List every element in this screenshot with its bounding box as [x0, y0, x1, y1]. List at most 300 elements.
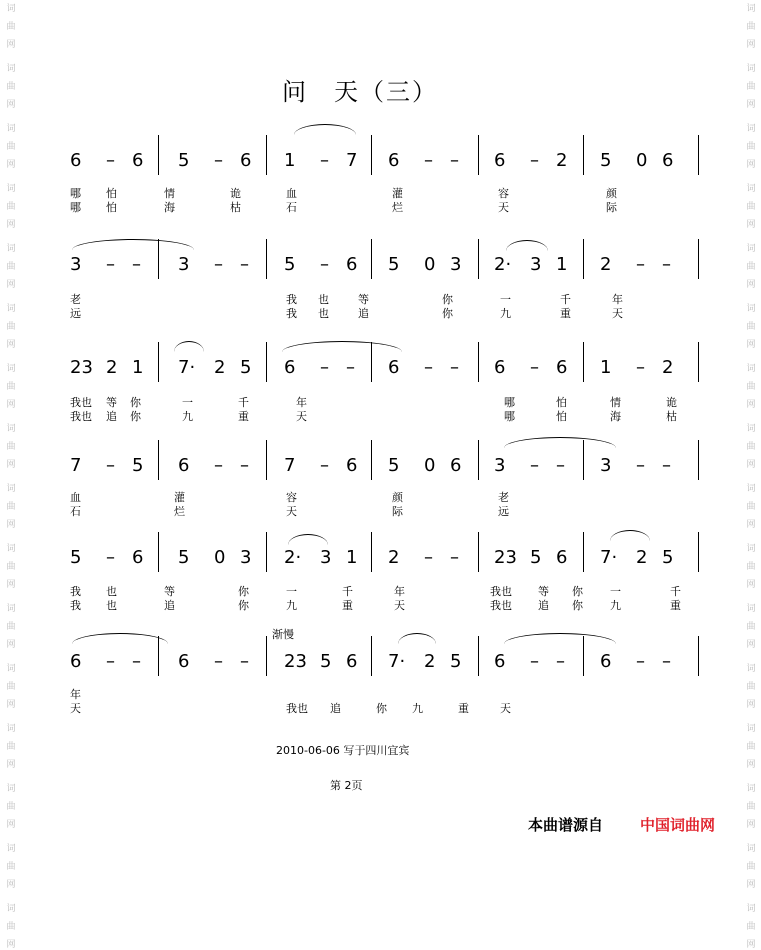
note: 2·: [494, 254, 512, 275]
watermark-glyph: 曲: [746, 142, 756, 152]
lyric-syllable: 九: [182, 410, 193, 423]
barline: [698, 135, 699, 175]
score-title: 问 天（三）: [282, 78, 438, 106]
lyric-syllable: 重: [342, 599, 353, 612]
watermark-glyph: 词: [746, 904, 756, 914]
lyric-syllable: 哪: [70, 187, 81, 200]
watermark-glyph: 词: [746, 844, 756, 854]
watermark-glyph: 网: [746, 400, 756, 410]
note: –: [636, 455, 645, 476]
lyric-syllable: 情: [610, 396, 621, 409]
lyric-syllable: 灌: [392, 187, 403, 200]
note: 5: [132, 455, 144, 476]
watermark-glyph: 曲: [746, 622, 756, 632]
note: 1: [556, 254, 568, 275]
lyric-syllable: 一: [286, 585, 297, 598]
lyric-syllable: 追: [538, 599, 549, 612]
lyric-syllable: 烂: [392, 201, 403, 214]
lyric-syllable: 追: [330, 702, 341, 715]
lyric-syllable: 你: [376, 702, 387, 715]
note: –: [662, 455, 671, 476]
watermark-left: [4, 0, 18, 950]
watermark-glyph: 曲: [6, 382, 16, 392]
watermark-glyph: 曲: [746, 202, 756, 212]
note: 1: [284, 150, 296, 171]
lyric-syllable: 等: [106, 396, 117, 409]
lyric-syllable: 血: [286, 187, 297, 200]
watermark-glyph: 曲: [6, 82, 16, 92]
slur-mark: [288, 534, 328, 545]
barline: [478, 636, 479, 676]
watermark-glyph: 词: [6, 184, 16, 194]
lyric-syllable: 天: [500, 702, 511, 715]
slur-mark: [72, 239, 194, 250]
slur-mark: [174, 341, 204, 352]
watermark-glyph: 网: [6, 160, 16, 170]
note: 5: [530, 547, 542, 568]
note: 3: [70, 254, 82, 275]
note: 2: [662, 357, 674, 378]
note: –: [320, 357, 329, 378]
note: 5: [450, 651, 462, 672]
barline: [478, 239, 479, 279]
lyric-syllable: 九: [610, 599, 621, 612]
watermark-glyph: 网: [746, 220, 756, 230]
note: 6: [450, 455, 462, 476]
watermark-glyph: 词: [746, 604, 756, 614]
watermark-glyph: 词: [6, 844, 16, 854]
note: –: [636, 254, 645, 275]
barline: [478, 532, 479, 572]
note: 23: [284, 651, 307, 672]
note: 5: [662, 547, 674, 568]
lyric-syllable: 千: [560, 293, 571, 306]
watermark-glyph: 曲: [746, 682, 756, 692]
note: –: [132, 254, 141, 275]
watermark-glyph: 网: [6, 640, 16, 650]
note: –: [530, 150, 539, 171]
note: 5: [70, 547, 82, 568]
barline: [698, 636, 699, 676]
watermark-glyph: 曲: [746, 922, 756, 932]
barline: [371, 440, 372, 480]
note: 2: [388, 547, 400, 568]
watermark-glyph: 曲: [746, 862, 756, 872]
note: –: [106, 651, 115, 672]
watermark-glyph: 词: [6, 124, 16, 134]
barline: [158, 135, 159, 175]
lyric-syllable: 年: [394, 585, 405, 598]
note: 0: [636, 150, 648, 171]
watermark-glyph: 网: [746, 460, 756, 470]
watermark-glyph: 网: [6, 100, 16, 110]
slur-mark: [294, 124, 356, 135]
note: 2: [600, 254, 612, 275]
watermark-glyph: 曲: [6, 562, 16, 572]
watermark-glyph: 曲: [746, 262, 756, 272]
note: –: [214, 651, 223, 672]
lyric-syllable: 我也: [70, 410, 92, 423]
barline: [698, 239, 699, 279]
note: 6: [178, 651, 190, 672]
note: 6: [662, 150, 674, 171]
note: –: [662, 651, 671, 672]
watermark-glyph: 网: [746, 640, 756, 650]
watermark-glyph: 词: [6, 424, 16, 434]
lyric-syllable: 哪: [504, 396, 515, 409]
barline: [266, 239, 267, 279]
lyric-syllable: 一: [500, 293, 511, 306]
lyric-syllable: 我: [286, 307, 297, 320]
watermark-glyph: 曲: [6, 322, 16, 332]
note: 6: [132, 547, 144, 568]
barline: [371, 532, 372, 572]
barline: [266, 440, 267, 480]
lyric-syllable: 颜: [606, 187, 617, 200]
note: 0: [424, 455, 436, 476]
watermark-glyph: 网: [6, 520, 16, 530]
note: 6: [346, 254, 358, 275]
watermark-glyph: 词: [746, 784, 756, 794]
watermark-glyph: 曲: [6, 142, 16, 152]
lyric-syllable: 天: [70, 702, 81, 715]
watermark-glyph: 曲: [746, 562, 756, 572]
lyric-syllable: 哪: [70, 201, 81, 214]
lyric-syllable: 等: [538, 585, 549, 598]
watermark-glyph: 曲: [746, 802, 756, 812]
note: 6: [556, 357, 568, 378]
note: 6: [556, 547, 568, 568]
watermark-glyph: 词: [6, 724, 16, 734]
lyric-syllable: 哪: [504, 410, 515, 423]
note: 5: [600, 150, 612, 171]
watermark-glyph: 词: [746, 424, 756, 434]
slur-mark: [610, 530, 650, 541]
lyric-syllable: 等: [358, 293, 369, 306]
lyric-syllable: 血: [70, 491, 81, 504]
note: –: [662, 254, 671, 275]
lyric-syllable: 一: [610, 585, 621, 598]
watermark-glyph: 词: [6, 244, 16, 254]
note: 6: [494, 357, 506, 378]
watermark-glyph: 曲: [746, 82, 756, 92]
lyric-syllable: 重: [458, 702, 469, 715]
note: –: [106, 254, 115, 275]
watermark-glyph: 网: [6, 280, 16, 290]
lyric-syllable: 你: [442, 307, 453, 320]
note: 6: [388, 357, 400, 378]
lyric-syllable: 远: [498, 505, 509, 518]
note: –: [240, 455, 249, 476]
lyric-syllable: 重: [560, 307, 571, 320]
footer-date: 2010-06-06 写于四川宜宾: [276, 744, 410, 757]
lyric-syllable: 颜: [392, 491, 403, 504]
watermark-glyph: 曲: [6, 202, 16, 212]
note: 23: [70, 357, 93, 378]
lyric-syllable: 际: [606, 201, 617, 214]
note: 1: [346, 547, 358, 568]
lyric-syllable: 年: [612, 293, 623, 306]
watermark-glyph: 网: [6, 580, 16, 590]
lyric-syllable: 天: [612, 307, 623, 320]
watermark-glyph: 曲: [6, 862, 16, 872]
watermark-glyph: 词: [746, 484, 756, 494]
watermark-glyph: 网: [746, 160, 756, 170]
lyric-syllable: 千: [238, 396, 249, 409]
tempo-mark: 渐慢: [272, 628, 294, 641]
watermark-glyph: 词: [6, 604, 16, 614]
watermark-glyph: 网: [746, 580, 756, 590]
note: –: [530, 357, 539, 378]
note: 6: [70, 150, 82, 171]
lyric-syllable: 也: [106, 599, 117, 612]
watermark-glyph: 词: [6, 4, 16, 14]
watermark-glyph: 网: [746, 940, 756, 950]
watermark-glyph: 曲: [6, 742, 16, 752]
lyric-syllable: 我: [286, 293, 297, 306]
watermark-glyph: 网: [6, 460, 16, 470]
watermark-glyph: 词: [746, 724, 756, 734]
watermark-glyph: 网: [6, 400, 16, 410]
lyric-syllable: 也: [318, 293, 329, 306]
note: 5: [388, 254, 400, 275]
lyric-syllable: 石: [286, 201, 297, 214]
lyric-syllable: 我: [70, 599, 81, 612]
note: –: [556, 651, 565, 672]
note: –: [214, 150, 223, 171]
note: –: [424, 150, 433, 171]
note: 1: [132, 357, 144, 378]
note: 23: [494, 547, 517, 568]
lyric-syllable: 天: [296, 410, 307, 423]
watermark-glyph: 词: [746, 244, 756, 254]
lyric-syllable: 九: [286, 599, 297, 612]
lyric-syllable: 年: [296, 396, 307, 409]
watermark-glyph: 网: [6, 340, 16, 350]
watermark-glyph: 词: [746, 4, 756, 14]
lyric-syllable: 怕: [556, 396, 567, 409]
note: 2: [424, 651, 436, 672]
lyric-syllable: 等: [164, 585, 175, 598]
watermark-glyph: 词: [746, 124, 756, 134]
page-number: 第 2页: [330, 779, 363, 792]
watermark-glyph: 网: [6, 760, 16, 770]
watermark-glyph: 曲: [746, 502, 756, 512]
lyric-syllable: 我: [70, 585, 81, 598]
note: –: [240, 651, 249, 672]
note: 2: [636, 547, 648, 568]
barline: [698, 342, 699, 382]
watermark-glyph: 词: [6, 304, 16, 314]
watermark-glyph: 词: [746, 304, 756, 314]
note: –: [320, 455, 329, 476]
lyric-syllable: 烂: [174, 505, 185, 518]
watermark-glyph: 词: [746, 184, 756, 194]
barline: [478, 440, 479, 480]
watermark-glyph: 网: [6, 220, 16, 230]
barline: [583, 135, 584, 175]
note: –: [214, 254, 223, 275]
note: 2: [214, 357, 226, 378]
lyric-syllable: 追: [358, 307, 369, 320]
note: –: [106, 547, 115, 568]
lyric-syllable: 重: [238, 410, 249, 423]
note: 6: [70, 651, 82, 672]
note: 6: [346, 455, 358, 476]
note: 7: [70, 455, 82, 476]
source-label: 本曲谱源自: [528, 816, 604, 834]
lyric-syllable: 你: [442, 293, 453, 306]
watermark-glyph: 词: [6, 484, 16, 494]
lyric-syllable: 海: [610, 410, 621, 423]
watermark-glyph: 网: [6, 940, 16, 950]
lyric-syllable: 海: [164, 201, 175, 214]
note: 5: [284, 254, 296, 275]
note: –: [450, 547, 459, 568]
watermark-glyph: 网: [746, 820, 756, 830]
note: 3: [450, 254, 462, 275]
watermark-glyph: 词: [746, 664, 756, 674]
note: 5: [240, 357, 252, 378]
watermark-glyph: 网: [746, 520, 756, 530]
watermark-glyph: 曲: [746, 742, 756, 752]
lyric-syllable: 也: [318, 307, 329, 320]
watermark-glyph: 网: [746, 100, 756, 110]
lyric-syllable: 天: [394, 599, 405, 612]
watermark-glyph: 曲: [6, 262, 16, 272]
lyric-syllable: 千: [670, 585, 681, 598]
note: 5: [178, 547, 190, 568]
watermark-glyph: 网: [6, 880, 16, 890]
note: 0: [424, 254, 436, 275]
watermark-glyph: 网: [746, 40, 756, 50]
lyric-syllable: 远: [70, 307, 81, 320]
note: 3: [494, 455, 506, 476]
barline: [371, 636, 372, 676]
note: –: [106, 455, 115, 476]
source-site-link[interactable]: 中国词曲网: [640, 816, 716, 834]
watermark-glyph: 词: [746, 64, 756, 74]
note: 3: [530, 254, 542, 275]
lyric-syllable: 你: [572, 599, 583, 612]
watermark-glyph: 网: [746, 340, 756, 350]
lyric-syllable: 一: [182, 396, 193, 409]
watermark-glyph: 网: [746, 760, 756, 770]
watermark-glyph: 网: [6, 820, 16, 830]
note: 2: [556, 150, 568, 171]
lyric-syllable: 石: [70, 505, 81, 518]
lyric-syllable: 我也: [286, 702, 308, 715]
lyric-syllable: 你: [130, 396, 141, 409]
note: –: [556, 455, 565, 476]
watermark-glyph: 词: [6, 64, 16, 74]
note: 5: [388, 455, 400, 476]
note: –: [636, 651, 645, 672]
note: –: [450, 357, 459, 378]
note: 6: [494, 150, 506, 171]
lyric-syllable: 你: [238, 599, 249, 612]
lyric-syllable: 际: [392, 505, 403, 518]
slur-mark: [398, 633, 436, 644]
watermark-glyph: 网: [746, 880, 756, 890]
lyric-syllable: 千: [342, 585, 353, 598]
note: –: [424, 547, 433, 568]
lyric-syllable: 怕: [106, 187, 117, 200]
barline: [266, 135, 267, 175]
slur-mark: [504, 633, 616, 644]
barline: [583, 342, 584, 382]
note: 6: [284, 357, 296, 378]
note: 6: [132, 150, 144, 171]
note: –: [240, 254, 249, 275]
barline: [266, 532, 267, 572]
lyric-syllable: 灌: [174, 491, 185, 504]
note: 6: [346, 651, 358, 672]
note: 5: [178, 150, 190, 171]
lyric-syllable: 追: [106, 410, 117, 423]
barline: [266, 342, 267, 382]
watermark-glyph: 曲: [6, 682, 16, 692]
note: 2·: [284, 547, 302, 568]
lyric-syllable: 怕: [106, 201, 117, 214]
note: –: [106, 150, 115, 171]
barline: [158, 440, 159, 480]
barline: [371, 239, 372, 279]
barline: [158, 342, 159, 382]
note: 6: [388, 150, 400, 171]
lyric-syllable: 枯: [666, 410, 677, 423]
slur-mark: [504, 437, 616, 448]
barline: [698, 532, 699, 572]
barline: [583, 239, 584, 279]
note: 7·: [600, 547, 618, 568]
watermark-glyph: 曲: [746, 442, 756, 452]
note: –: [320, 150, 329, 171]
watermark-glyph: 网: [746, 280, 756, 290]
lyric-syllable: 老: [70, 293, 81, 306]
note: –: [320, 254, 329, 275]
watermark-glyph: 曲: [6, 502, 16, 512]
lyric-syllable: 重: [670, 599, 681, 612]
note: 7·: [178, 357, 196, 378]
lyric-syllable: 诡: [666, 396, 677, 409]
barline: [583, 532, 584, 572]
note: 3: [178, 254, 190, 275]
lyric-syllable: 天: [286, 505, 297, 518]
barline: [266, 636, 267, 676]
note: 7: [346, 150, 358, 171]
barline: [371, 135, 372, 175]
watermark-glyph: 词: [6, 904, 16, 914]
note: –: [346, 357, 355, 378]
lyric-syllable: 你: [238, 585, 249, 598]
lyric-syllable: 怕: [556, 410, 567, 423]
note: –: [132, 651, 141, 672]
watermark-glyph: 曲: [746, 322, 756, 332]
note: 7: [284, 455, 296, 476]
note: –: [636, 357, 645, 378]
note: 6: [600, 651, 612, 672]
note: 2: [106, 357, 118, 378]
lyric-syllable: 也: [106, 585, 117, 598]
watermark-glyph: 词: [746, 544, 756, 554]
barline: [158, 532, 159, 572]
watermark-glyph: 网: [6, 40, 16, 50]
watermark-glyph: 词: [6, 544, 16, 554]
lyric-syllable: 我也: [490, 585, 512, 598]
note: 6: [494, 651, 506, 672]
slur-mark: [72, 633, 168, 644]
